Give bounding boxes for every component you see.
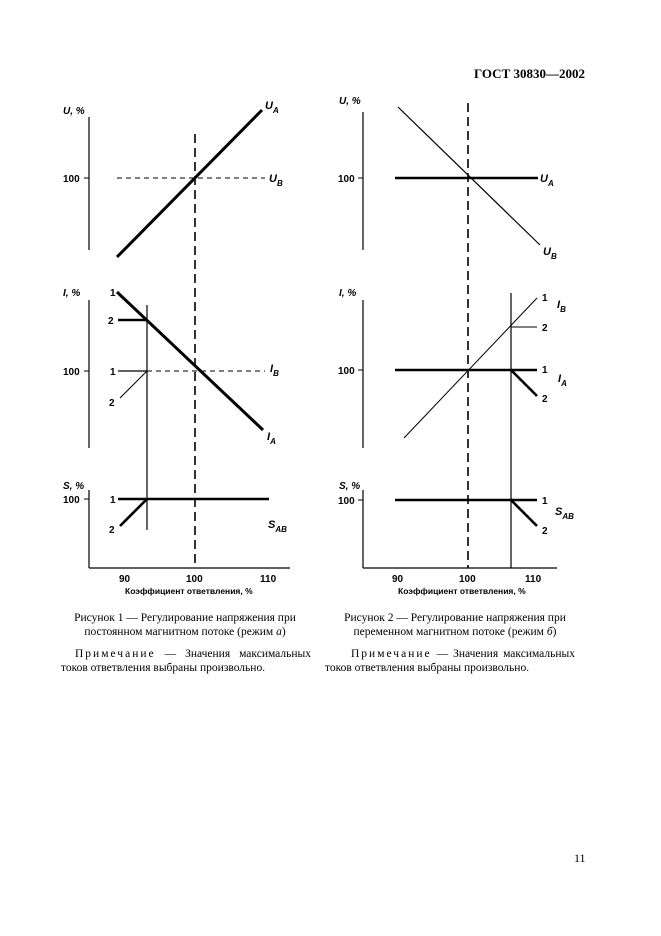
fig2-s-100-label: 100	[338, 496, 355, 507]
note-1-line-2: токов ответвления выбраны произвольно.	[61, 662, 266, 674]
caption-1-line-1: Рисунок 1 — Регулирование напряжения при	[74, 612, 296, 624]
fig1-ub-label: $U_B$	[269, 173, 283, 188]
caption-2-line-1: Рисунок 2 — Регулирование напряжения при	[344, 612, 566, 624]
fig2-ub-label: $U_B$	[543, 246, 557, 261]
fig2-i-marker-2-top: 2	[542, 323, 548, 334]
caption-2-mode: б	[546, 626, 553, 638]
fig1-x-tick-100: 100	[186, 574, 203, 585]
fig1-i-100-label: 100	[63, 367, 80, 378]
fig1-ua-line	[117, 110, 262, 257]
caption-1-mode: а	[276, 626, 282, 638]
figure-2	[338, 96, 574, 596]
fig2-i-100-label: 100	[338, 366, 355, 377]
fig1-x-axis-title: Коэффициент ответвления, %	[125, 586, 253, 596]
fig2-s-marker-2: 2	[542, 526, 548, 537]
fig2-i-axis-label: I, %	[339, 288, 357, 299]
fig2-ub-line	[398, 107, 540, 245]
fig2-ia-branch-2	[511, 370, 537, 396]
note-1: Примечание — Значения максимальных токов ответвления выбраны произвольно.	[61, 648, 311, 674]
fig2-u-100-label: 100	[338, 174, 355, 185]
page-number: 11	[574, 851, 586, 865]
fig2-x-tick-90: 90	[392, 574, 404, 585]
fig2-sab-branch-2	[511, 500, 537, 526]
fig2-x-axis-title: Коэффициент ответвления, %	[398, 586, 526, 596]
note-2: Примечание — Значения максимальных токов ответвления выбраны произвольно.	[325, 648, 575, 674]
fig2-ua-label: $U_A$	[540, 173, 554, 188]
fig1-u-100-label: 100	[63, 174, 80, 185]
fig1-i-axis-label: I, %	[63, 288, 81, 299]
figure-2-caption	[325, 611, 585, 639]
fig2-x-tick-110: 110	[525, 574, 542, 585]
figure-1	[63, 100, 290, 596]
fig2-u-axis-label: U, %	[339, 96, 361, 107]
fig1-s-100-label: 100	[63, 495, 80, 506]
fig1-i-marker-2-top: 2	[108, 316, 114, 327]
fig1-ua-label: $U_A$	[265, 100, 279, 115]
fig1-sab-label: $S_{AB}$	[268, 519, 287, 534]
fig1-u-axis-label: U, %	[63, 106, 85, 117]
fig1-i-marker-1-mid: 1	[110, 367, 116, 378]
caption-2-line-2: переменном магнитном потоке (режим б)	[353, 626, 557, 638]
fig2-i-marker-1-mid: 1	[542, 365, 548, 376]
document-header: ГОСТ 30830—2002	[473, 66, 585, 81]
caption-1-line-2: постоянном магнитном потоке (режим а)	[84, 626, 286, 638]
fig2-i-marker-2-mid: 2	[542, 394, 548, 405]
fig1-s-marker-1: 1	[110, 495, 116, 506]
fig2-i-marker-1-top: 1	[542, 293, 548, 304]
fig1-i-marker-2-mid: 2	[109, 398, 115, 409]
fig1-ia-label: $I_A$	[267, 431, 276, 446]
fig1-ib-label: $I_B$	[270, 363, 279, 378]
note-1-lead: Примечание	[75, 648, 156, 660]
fig1-ib-branch-2	[120, 371, 147, 398]
figure-1-caption	[55, 611, 315, 639]
fig2-x-tick-100: 100	[459, 574, 476, 585]
fig2-s-marker-1: 1	[542, 496, 548, 507]
fig2-ib-line	[404, 298, 537, 438]
fig2-ia-label: $I_A$	[558, 373, 567, 388]
note-2-lead: Примечание	[351, 648, 432, 660]
fig1-s-marker-2: 2	[109, 525, 115, 536]
fig2-sab-label: $S_{AB}$	[555, 506, 574, 521]
fig1-x-tick-110: 110	[260, 574, 277, 585]
fig1-sab-branch-2	[120, 499, 147, 526]
fig1-ia-line	[117, 292, 263, 430]
fig1-s-axis-label: S, %	[63, 481, 85, 492]
note-2-line-2: токов ответвления выбраны произвольно.	[325, 662, 530, 674]
fig1-i-marker-1-top: 1	[110, 288, 116, 299]
fig2-ib-label: $I_B$	[557, 299, 566, 314]
fig2-s-axis-label: S, %	[339, 481, 361, 492]
fig1-x-tick-90: 90	[119, 574, 131, 585]
